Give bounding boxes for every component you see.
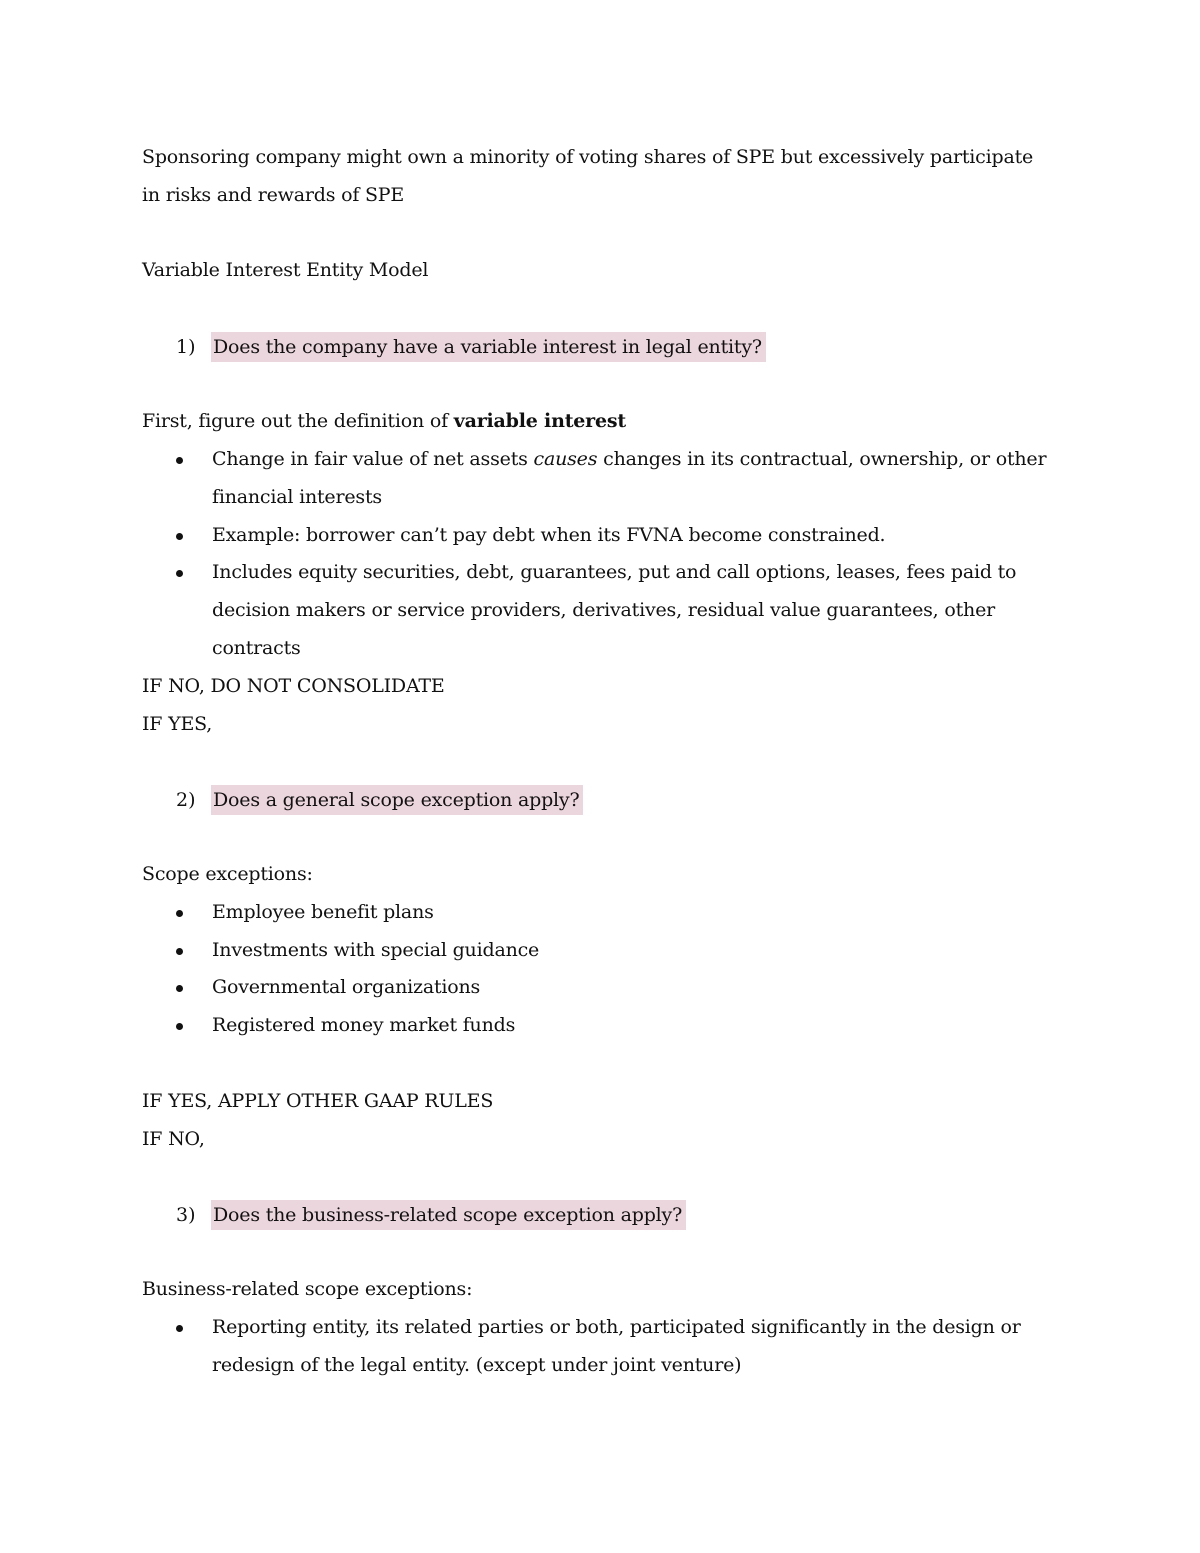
bullet-dot — [176, 570, 183, 577]
step-3-bullet-1-cont: redesign of the legal entity. (except under joint venture) — [212, 1354, 742, 1376]
step-3-question: Does the business-related scope exception apply? — [211, 1200, 686, 1230]
bullet-dot — [176, 910, 183, 917]
step-1-bullet-1-post: changes in its contractual, ownership, or other — [597, 448, 1047, 470]
step-3-number: 3) — [176, 1204, 196, 1226]
step-1-bullet-1-emphasis: causes — [533, 448, 598, 470]
step-2-if-no: IF NO, — [142, 1128, 205, 1150]
step-2-lead: Scope exceptions: — [142, 863, 313, 885]
step-2-bullet-3: Governmental organizations — [212, 976, 481, 998]
step-2-bullet-2: Investments with special guidance — [212, 939, 540, 961]
intro-line-1: Sponsoring company might own a minority of voting shares of SPE but excessively participate — [142, 146, 1034, 168]
step-2-bullet-1: Employee benefit plans — [212, 901, 434, 923]
bullet-dot — [176, 1325, 183, 1332]
step-2-number: 2) — [176, 789, 196, 811]
step-3-bullet-1: Reporting entity, its related parties or both, participated significantly in the design or — [212, 1316, 1021, 1338]
step-2-bullet-4: Registered money market funds — [212, 1014, 516, 1036]
step-1-question: Does the company have a variable interest in legal entity? — [211, 332, 766, 362]
step-2-if-yes: IF YES, APPLY OTHER GAAP RULES — [142, 1090, 494, 1112]
bullet-dot — [176, 985, 183, 992]
intro-line-2: in risks and rewards of SPE — [142, 184, 405, 206]
step-1-if-no: IF NO, DO NOT CONSOLIDATE — [142, 675, 445, 697]
model-title: Variable Interest Entity Model — [142, 259, 429, 281]
step-1-bullet-1 — [212, 440, 1046, 478]
bullet-dot — [176, 948, 183, 955]
step-1-bullet-3-cont-2: contracts — [212, 637, 301, 659]
step-2-question: Does a general scope exception apply? — [211, 785, 583, 815]
bullet-dot — [176, 533, 183, 540]
step-3-lead: Business-related scope exceptions: — [142, 1278, 473, 1300]
step-1-lead-prefix: First, figure out the definition of — [142, 410, 454, 432]
step-1-if-yes: IF YES, — [142, 713, 213, 735]
step-1-bullet-1-pre: Change in fair value of net assets — [212, 448, 534, 470]
step-1-bullet-3-cont-1: decision makers or service providers, derivatives, residual value guarantees, other — [212, 599, 995, 621]
step-1-lead — [142, 402, 626, 440]
step-1-number: 1) — [176, 336, 196, 358]
bullet-dot — [176, 1023, 183, 1030]
step-1-bullet-1-cont: financial interests — [212, 486, 382, 508]
step-1-lead-term: variable interest — [453, 410, 626, 432]
bullet-dot — [176, 457, 183, 464]
step-1-bullet-3: Includes equity securities, debt, guarantees, put and call options, leases, fees paid to — [212, 561, 1017, 583]
step-1-bullet-2: Example: borrower can’t pay debt when its FVNA become constrained. — [212, 524, 886, 546]
